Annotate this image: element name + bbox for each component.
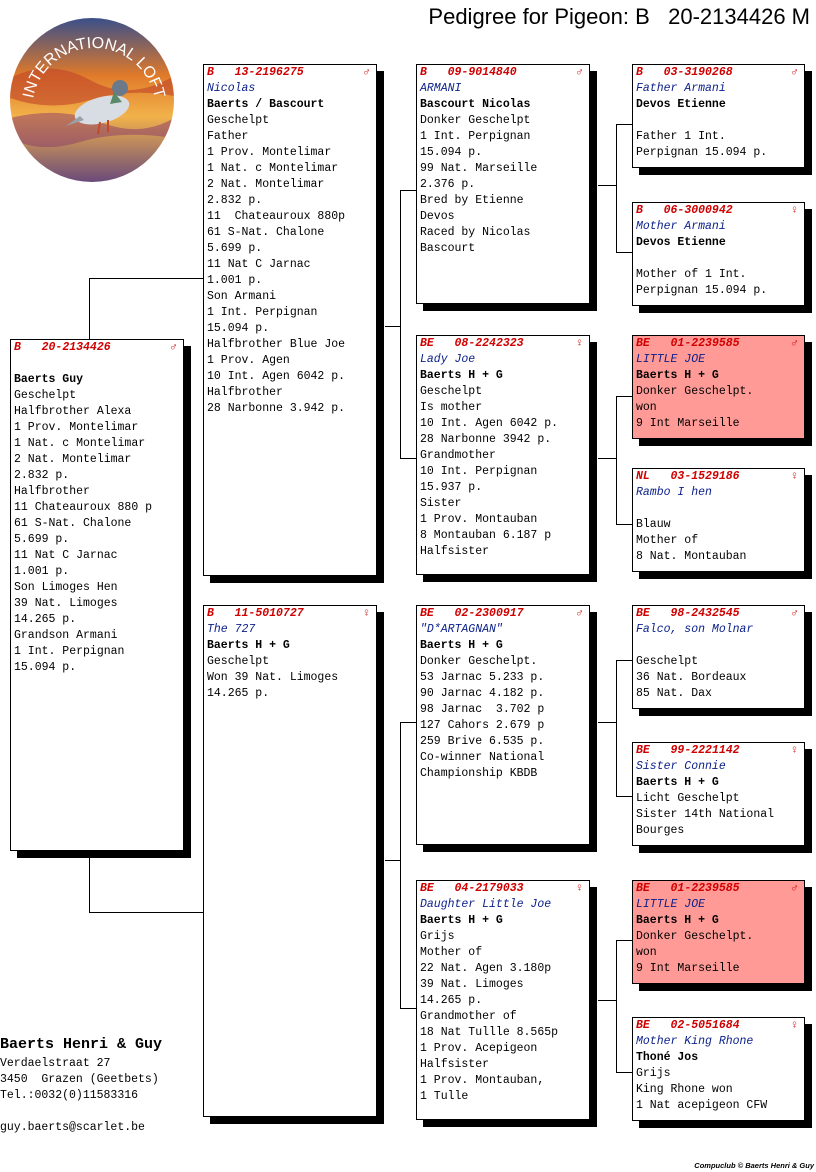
pigeon-logo-icon	[10, 18, 174, 182]
country-code: B	[636, 204, 643, 217]
pigeon-info-line: Grandson Armani	[14, 629, 118, 642]
pigeon-info-line	[636, 251, 800, 267]
pigeon-card-subject[interactable]	[10, 339, 184, 851]
pigeon-info-line: 1 Prov. Agen	[207, 354, 290, 367]
pigeon-info-line: Licht Geschelpt	[636, 792, 740, 805]
pigeon-info-line: 9 Int Marseille	[636, 962, 740, 975]
card-header	[636, 336, 800, 352]
pigeon-info-line: Geschelpt	[207, 114, 270, 127]
pigeon-info-line: 8 Montauban 6.187 p	[420, 529, 552, 542]
ring-number: 11-5010727	[234, 607, 304, 620]
pigeon-name: ARMANI	[420, 82, 462, 95]
pigeon-info-line: 1 Int. Perpignan	[207, 306, 318, 319]
male-icon: ♂	[170, 341, 177, 354]
pigeon-card-ds-dam[interactable]	[632, 742, 805, 846]
ring-number: 99-2221142	[670, 744, 740, 757]
female-icon: ♀	[576, 337, 583, 350]
ring-number: 04-2179033	[454, 882, 524, 895]
pigeon-info-line: 15.094 p.	[207, 322, 270, 335]
pigeon-info-line: Halfsister	[420, 1058, 490, 1071]
country-code: BE	[636, 337, 650, 350]
pigeon-info-line: Perpignan 15.094 p.	[636, 146, 768, 159]
card-header	[636, 203, 800, 219]
pigeon-info-line: Geschelpt	[420, 385, 483, 398]
pigeon-owner: Baerts H + G	[636, 914, 719, 927]
pigeon-info-line: Sister	[420, 497, 462, 510]
male-icon: ♂	[791, 882, 798, 895]
card-header	[636, 469, 800, 485]
pigeon-info-line: 1 Prov. Montelimar	[14, 421, 139, 434]
pigeon-info-line: Bourges	[636, 824, 685, 837]
male-icon: ♂	[576, 66, 583, 79]
pigeon-info-line: 2 Nat. Montelimar	[14, 453, 132, 466]
pigeon-info-line: Is mother	[420, 401, 483, 414]
pigeon-info-line: 1 Nat. c Montelimar	[14, 437, 146, 450]
pigeon-info-line: 39 Nat. Limoges	[420, 978, 524, 991]
pigeon-info-line: Son Limoges Hen	[14, 581, 118, 594]
pigeon-info-line: 14.265 p.	[14, 613, 77, 626]
pigeon-info-line: Halfsister	[420, 545, 490, 558]
pigeon-info-line: 11 Nat C Jarnac	[207, 258, 311, 271]
pigeon-card-sire-sire[interactable]	[416, 64, 590, 304]
pigeon-info-line: Co-winner National	[420, 751, 545, 764]
country-code: B	[636, 66, 643, 79]
pigeon-info-line: 15.937 p.	[420, 481, 483, 494]
card-header	[636, 1018, 800, 1034]
pigeon-info-line: 2.832 p.	[207, 194, 263, 207]
pigeon-info-line: Geschelpt	[636, 655, 699, 668]
pigeon-info-line: 1 Tulle	[420, 1090, 469, 1103]
pigeon-card-dam[interactable]	[203, 605, 377, 1117]
pigeon-info-line: Halfbrother Blue Joe	[207, 338, 346, 351]
pigeon-owner: Bascourt Nicolas	[420, 98, 531, 111]
country-code: BE	[636, 882, 650, 895]
pigeon-owner	[636, 638, 800, 654]
pigeon-info-line: 28 Narbonne 3.942 p.	[207, 402, 346, 415]
female-icon: ♀	[363, 607, 370, 620]
pigeon-info-line: Won 39 Nat. Limoges	[207, 671, 339, 684]
pigeon-info-line: 98 Jarnac 3.702 p	[420, 703, 545, 716]
pigeon-name: Falco, son Molnar	[636, 623, 754, 636]
male-icon: ♂	[576, 607, 583, 620]
pigeon-info-line: Halfbrother Alexa	[14, 405, 132, 418]
pigeon-info-line: won	[636, 946, 657, 959]
ring-number: 20-2134426	[41, 341, 111, 354]
card-header	[636, 881, 800, 897]
pigeon-info-line: 1.001 p.	[14, 565, 70, 578]
card-header	[14, 340, 179, 356]
pigeon-card-sd-sire[interactable]	[632, 335, 805, 439]
pigeon-name: Lady Joe	[420, 353, 476, 366]
breeder-info	[0, 1034, 162, 1136]
country-code: BE	[636, 744, 650, 757]
female-icon: ♀	[791, 470, 798, 483]
pigeon-info-line: Championship KBDB	[420, 767, 538, 780]
male-icon: ♂	[791, 337, 798, 350]
pigeon-info-line: 1 Int. Perpignan	[420, 130, 531, 143]
pigeon-info-line: 36 Nat. Bordeaux	[636, 671, 747, 684]
pigeon-info-line: 1 Prov. Montauban,	[420, 1074, 545, 1087]
country-code: BE	[636, 1019, 650, 1032]
pigeon-info-line: 53 Jarnac 5.233 p.	[420, 671, 545, 684]
pigeon-info-line: Grandmother	[420, 449, 496, 462]
pigeon-info-line: won	[636, 401, 657, 414]
pigeon-info-line: Bred by Etienne	[420, 194, 524, 207]
ring-number: 01-2239585	[670, 337, 740, 350]
pigeon-card-sd-dam[interactable]	[632, 468, 805, 572]
breeder-tel: Tel.:0032(0)11583316	[0, 1089, 139, 1102]
pigeon-name: Nicolas	[207, 82, 256, 95]
page-title: Pedigree for Pigeon: B 20-2134426 M	[428, 4, 810, 29]
pigeon-owner	[636, 501, 800, 517]
pigeon-card-dam-sire[interactable]	[416, 605, 590, 845]
loft-logo	[10, 18, 174, 182]
pigeon-info-line: 85 Nat. Dax	[636, 687, 712, 700]
pigeon-owner: Devos Etienne	[636, 236, 726, 249]
pigeon-info-line: 11 Nat C Jarnac	[14, 549, 118, 562]
pigeon-info-line: 8 Nat. Montauban	[636, 550, 747, 563]
pigeon-info-line: 259 Brive 6.535 p.	[420, 735, 545, 748]
pigeon-info-line: 10 Int. Agen 6042 p.	[420, 417, 559, 430]
ring-number: 06-3000942	[663, 204, 733, 217]
breeder-email[interactable]: guy.baerts@scarlet.be	[0, 1121, 145, 1134]
pigeon-info-line: Grijs	[420, 930, 455, 943]
pigeon-owner: Baerts H + G	[636, 776, 719, 789]
pigeon-owner: Thoné Jos	[636, 1051, 699, 1064]
card-header	[636, 65, 800, 81]
pigeon-info-line: Devos	[420, 210, 455, 223]
pigeon-owner: Baerts / Bascourt	[207, 98, 325, 111]
card-header	[420, 336, 585, 352]
pigeon-owner: Baerts Guy	[14, 373, 84, 386]
pigeon-card-dd-sire[interactable]	[632, 880, 805, 984]
pigeon-info-line: 127 Cahors 2.679 p	[420, 719, 545, 732]
pigeon-info-line: 5.699 p.	[207, 242, 263, 255]
pigeon-name: Mother King Rhone	[636, 1035, 754, 1048]
pigeon-name: Rambo I hen	[636, 486, 712, 499]
pigeon-card-dam-dam[interactable]	[416, 880, 590, 1120]
pigeon-info-line: 1 Nat. c Montelimar	[207, 162, 339, 175]
card-header	[636, 743, 800, 759]
pigeon-card-sire[interactable]	[203, 64, 377, 576]
pigeon-info-line: Mother of	[636, 534, 699, 547]
pigeon-info-line: Halfbrother	[14, 485, 90, 498]
pigeon-name: LITTLE JOE	[636, 353, 706, 366]
pigeon-name	[14, 356, 179, 372]
pigeon-info-line: 99 Nat. Marseille	[420, 162, 538, 175]
country-code: B	[207, 607, 214, 620]
pigeon-info-line: 10 Int. Perpignan	[420, 465, 538, 478]
pigeon-info-line: Halfbrother	[207, 386, 283, 399]
ring-number: 02-5051684	[670, 1019, 740, 1032]
male-icon: ♂	[363, 66, 370, 79]
pigeon-info-line: Grijs	[636, 1067, 671, 1080]
pigeon-info-line: 90 Jarnac 4.182 p.	[420, 687, 545, 700]
ring-number: 98-2432545	[670, 607, 740, 620]
ring-number: 09-9014840	[447, 66, 517, 79]
pigeon-info-line: 61 S-Nat. Chalone	[14, 517, 132, 530]
pigeon-info-line: 1 Prov. Acepigeon	[420, 1042, 538, 1055]
pigeon-info-line: 39 Nat. Limoges	[14, 597, 118, 610]
pigeon-info-line: Perpignan 15.094 p.	[636, 284, 768, 297]
pigeon-info-line: Blauw	[636, 518, 671, 531]
pigeon-info-line: Donker Geschelpt.	[636, 930, 754, 943]
pigeon-card-dd-dam[interactable]	[632, 1017, 805, 1121]
pigeon-info-line: 15.094 p.	[14, 661, 77, 674]
pigeon-info-line: 9 Int Marseille	[636, 417, 740, 430]
pigeon-info-line: 22 Nat. Agen 3.180p	[420, 962, 552, 975]
card-header	[636, 606, 800, 622]
pigeon-info-line: Father 1 Int.	[636, 130, 726, 143]
pigeon-info-line: 28 Narbonne 3942 p.	[420, 433, 552, 446]
male-icon: ♂	[791, 66, 798, 79]
pigeon-info-line: Bascourt	[420, 242, 476, 255]
pigeon-owner: Devos Etienne	[636, 98, 726, 111]
pigeon-info-line: Grandmother of	[420, 1010, 517, 1023]
pigeon-name: "D*ARTAGNAN"	[420, 623, 503, 636]
pigeon-card-ds-sire[interactable]	[632, 605, 805, 709]
pigeon-info-line: 5.699 p.	[14, 533, 70, 546]
pigeon-name: Mother Armani	[636, 220, 726, 233]
male-icon: ♂	[791, 607, 798, 620]
card-header	[207, 65, 372, 81]
breeder-name: Baerts Henri & Guy	[0, 1036, 163, 1053]
pigeon-card-sire-dam[interactable]	[416, 335, 590, 575]
card-header	[207, 606, 372, 622]
pigeon-name: Sister Connie	[636, 760, 726, 773]
card-header	[420, 881, 585, 897]
pigeon-owner: Baerts H + G	[420, 369, 503, 382]
pigeon-info-line: Donker Geschelpt.	[420, 655, 538, 668]
footer-credit: Compuclub © Baerts Henri & Guy	[694, 1161, 814, 1170]
logo-text: INTERNATIONAL LOFT	[20, 34, 168, 100]
country-code: BE	[420, 607, 434, 620]
pigeon-info-line: 15.094 p.	[420, 146, 483, 159]
pigeon-name: Daughter Little Joe	[420, 898, 552, 911]
pigeon-info-line: Donker Geschelpt	[420, 114, 531, 127]
pigeon-owner: Baerts H + G	[420, 639, 503, 652]
breeder-city: 3450 Grazen (Geetbets)	[0, 1073, 159, 1086]
ring-number: 03-1529186	[670, 470, 740, 483]
pigeon-info-line: 18 Nat Tullle 8.565p	[420, 1026, 559, 1039]
pigeon-info-line: 1 Nat acepigeon CFW	[636, 1099, 768, 1112]
pigeon-info-line: 14.265 p.	[207, 687, 270, 700]
pigeon-info-line: 1.001 p.	[207, 274, 263, 287]
pigeon-info-line: Geschelpt	[207, 655, 270, 668]
pigeon-owner: Baerts H + G	[420, 914, 503, 927]
pigeon-card-ss-dam[interactable]	[632, 202, 805, 306]
pigeon-info-line: 1 Int. Perpignan	[14, 645, 125, 658]
card-header	[420, 65, 585, 81]
pigeon-info-line: Donker Geschelpt.	[636, 385, 754, 398]
female-icon: ♀	[791, 204, 798, 217]
pigeon-info-line: Son Armani	[207, 290, 277, 303]
pigeon-info-line	[636, 113, 800, 129]
pigeon-info-line: 1 Prov. Montelimar	[207, 146, 332, 159]
country-code: BE	[420, 882, 434, 895]
pigeon-info-line: 1 Prov. Montauban	[420, 513, 538, 526]
pigeon-info-line: 2 Nat. Montelimar	[207, 178, 325, 191]
female-icon: ♀	[791, 1019, 798, 1032]
breeder-street: Verdaelstraat 27	[0, 1057, 111, 1070]
ring-number: 13-2196275	[234, 66, 304, 79]
pigeon-info-line: Mother of 1 Int.	[636, 268, 747, 281]
pigeon-info-line: 14.265 p.	[420, 994, 483, 1007]
pigeon-info-line: Sister 14th National	[636, 808, 775, 821]
country-code: BE	[636, 607, 650, 620]
country-code: NL	[636, 470, 650, 483]
pigeon-info-line: 11 Chateauroux 880 p	[14, 501, 153, 514]
pigeon-info-line: 2.832 p.	[14, 469, 70, 482]
pigeon-info-line: Mother of	[420, 946, 483, 959]
card-header	[420, 606, 585, 622]
pigeon-name: Father Armani	[636, 82, 726, 95]
pigeon-info-line: 11 Chateauroux 880p	[207, 210, 346, 223]
pigeon-name: LITTLE JOE	[636, 898, 706, 911]
pigeon-name: The 727	[207, 623, 256, 636]
country-code: BE	[420, 337, 434, 350]
country-code: B	[14, 341, 21, 354]
pigeon-info-line: King Rhone won	[636, 1083, 733, 1096]
pigeon-info-line: Geschelpt	[14, 389, 77, 402]
pigeon-info-line: 61 S-Nat. Chalone	[207, 226, 325, 239]
pigeon-owner: Baerts H + G	[207, 639, 290, 652]
female-icon: ♀	[576, 882, 583, 895]
country-code: B	[420, 66, 427, 79]
ring-number: 02-2300917	[454, 607, 524, 620]
pigeon-owner: Baerts H + G	[636, 369, 719, 382]
female-icon: ♀	[791, 744, 798, 757]
pigeon-info-line: Raced by Nicolas	[420, 226, 531, 239]
ring-number: 03-3190268	[663, 66, 733, 79]
ring-number: 08-2242323	[454, 337, 524, 350]
pigeon-info-line: 10 Int. Agen 6042 p.	[207, 370, 346, 383]
pigeon-card-ss-sire[interactable]	[632, 64, 805, 168]
pigeon-info-line: Father	[207, 130, 249, 143]
pigeon-info-line: 2.376 p.	[420, 178, 476, 191]
ring-number: 01-2239585	[670, 882, 740, 895]
country-code: B	[207, 66, 214, 79]
